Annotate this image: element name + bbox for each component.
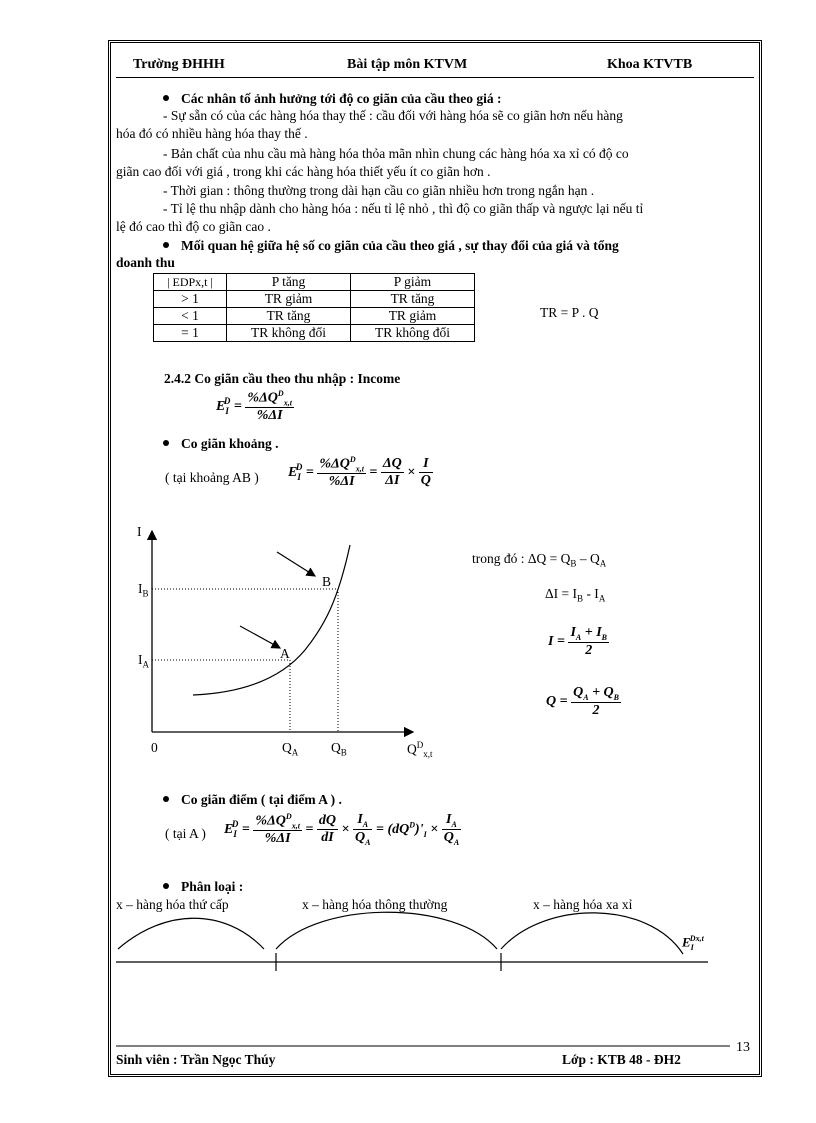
header-course: Bài tập môn KTVM xyxy=(347,57,468,72)
arrow-to-b-icon xyxy=(277,552,315,576)
footer-student: Sinh viên : Trần Ngọc Thúy xyxy=(116,1052,276,1067)
income-formula: $E_I^D$ = $\frac{\%\Delta Q^D_{x,t}}{\%\Delta I}$ xyxy=(216,389,292,424)
point-a-label: A xyxy=(280,646,290,661)
label-normal: x – hàng hóa thông thường xyxy=(302,897,448,912)
income-title: 2.4.2 Co giãn cầu theo thu nhập : Income xyxy=(164,371,401,386)
table-header-cell: P tăng xyxy=(227,274,351,291)
factor-line: hóa đó có nhiều hàng hóa thay thế . xyxy=(116,126,308,141)
factor-line: giãn cao đối với giá , trong khi các hàng hóa thiết yếu ít co giãn hơn . xyxy=(116,164,491,179)
table-cell: = 1 xyxy=(154,325,227,342)
ia-sub: A xyxy=(142,659,149,670)
footer-class: Lớp : KTB 48 - ĐH2 xyxy=(562,1052,681,1067)
relation-heading-cont: doanh thu xyxy=(116,255,175,270)
factor-line: - Bản chất của nhu cầu mà hàng hóa thỏa mãn nhìn chung các hàng hóa xa xỉ có độ co xyxy=(163,146,629,161)
qa-label: $Q_A$ xyxy=(282,740,299,758)
q-average-formula: Q = $\frac{Q_A + Q_B}{2}$ xyxy=(546,685,619,718)
qb-label: $Q_B$ xyxy=(331,740,347,758)
arc-normal xyxy=(276,912,497,949)
origin-label: 0 xyxy=(151,740,158,755)
page-number: 13 xyxy=(736,1040,750,1055)
bullet-icon xyxy=(163,796,169,802)
ib-label: $I_B$ xyxy=(138,581,149,599)
relation-heading: Mối quan hệ giữa hệ số co giãn của cầu theo giá , sự thay đổi của giá và tổng xyxy=(163,238,619,254)
classification-heading: Phân loại : xyxy=(163,879,243,895)
table-cell: TR không đổi xyxy=(351,325,475,342)
i-average-formula: I = $\frac{I_A + I_B}{2}$ xyxy=(548,625,608,658)
table-cell: TR giảm xyxy=(351,308,475,325)
arc-luxury xyxy=(501,913,683,954)
label-luxury: x – hàng hóa xa xỉ xyxy=(533,897,633,912)
header-school: Trường ĐHHH xyxy=(133,57,225,72)
x-axis-label: $Q^D_{x,t}$ xyxy=(407,740,433,760)
table-cell: TR giảm xyxy=(227,291,351,308)
point-prefix: ( tại A ) xyxy=(165,826,206,841)
arc-formula: $E_I^D$ = $\frac{\%\Delta Q^D_{x,t}}{\%\Delta I}$ = $\frac{\Delta Q}{\Delta I}$ × $\frac{I}{Q}$ xyxy=(288,455,431,490)
ia-label: $I_A$ xyxy=(138,652,149,670)
table-cell: TR tăng xyxy=(351,291,475,308)
factor-line: - Sự sẵn có của các hàng hóa thay thế : cầu đối với hàng hóa sẽ co giãn hơn nếu hàng xyxy=(163,108,623,123)
arc-prefix: ( tại khoảng AB ) xyxy=(165,470,259,485)
factor-line: - Thời gian : thông thường trong dài hạn cầu co giãn nhiều hơn trong ngắn hạn . xyxy=(163,183,595,198)
where-delta-q: trong đó : $\Delta Q = Q_B - Q_A$ xyxy=(472,551,607,569)
arrow-to-a-icon xyxy=(240,626,280,648)
point-bullet: Co giãn điểm ( tại điểm A ) . xyxy=(163,792,342,808)
header-faculty: Khoa KTVTB xyxy=(607,57,693,72)
factor-line: lệ đó cao thì độ co giãn cao . xyxy=(116,219,271,234)
label-inferior: x – hàng hóa thứ cấp xyxy=(116,897,229,912)
factor-line: - Tỉ lệ thu nhập dành cho hàng hóa : nếu tỉ lệ nhỏ , thì độ co giãn thấp và ngược lại nếu tỉ xyxy=(163,201,644,216)
table-header-cell: P giảm xyxy=(351,274,475,291)
arc-inferior xyxy=(118,918,264,949)
table-cell: TR tăng xyxy=(227,308,351,325)
bullet-icon xyxy=(163,883,169,889)
arc-bullet: Co giãn khoảng . xyxy=(163,436,279,452)
point-b-label: B xyxy=(322,574,332,589)
table-cell: > 1 xyxy=(154,291,227,308)
engel-curve xyxy=(193,545,350,695)
ib-sub: B xyxy=(142,588,149,599)
table-cell: TR không đổi xyxy=(227,325,351,342)
y-axis-label: I xyxy=(137,524,142,539)
where-delta-i: $\Delta I = I_B - I_A$ xyxy=(545,586,606,604)
elasticity-axis-label: $E_I^{Dx,t}$ xyxy=(682,934,704,952)
factors-heading: Các nhân tố ảnh hưởng tới độ co giãn của cầu theo giá : xyxy=(163,91,501,107)
tr-formula: TR = P . Q xyxy=(540,305,599,320)
table-header-cell: | EDPx,t | xyxy=(154,274,227,291)
point-formula: $E_I^D$ = $\frac{\%\Delta Q^D_{x,t}}{\%\Delta I}$ = $\frac{dQ}{dI}$ × $\frac{I_A}{Q_A}$ = $(dQ^D)'_I$ × $\frac{I_A}{Q_A}$ xyxy=(224,812,460,848)
table-cell: < 1 xyxy=(154,308,227,325)
